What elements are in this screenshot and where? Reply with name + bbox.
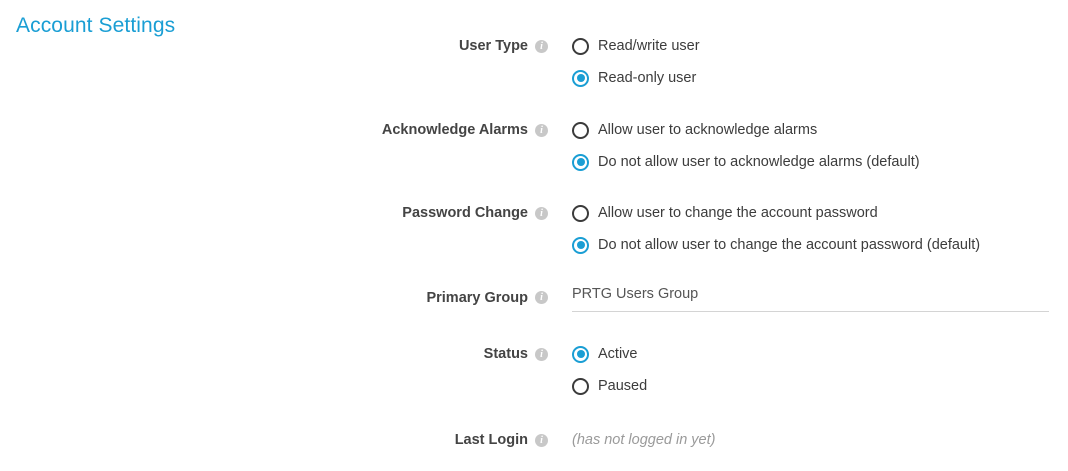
radio-option-allow-password-change[interactable] <box>572 197 1068 229</box>
radio-label: Read-only user <box>598 70 697 86</box>
radio-option-readwrite-user[interactable] <box>572 30 1068 62</box>
radio-option-deny-password-change[interactable] <box>572 229 1068 261</box>
field-row-primary-group <box>0 283 1068 312</box>
radio-option-status-active[interactable] <box>572 338 1068 370</box>
radio-label: Paused <box>598 378 648 394</box>
label-last-login <box>0 432 548 448</box>
primary-group-value: PRTG Users Group <box>572 283 1049 312</box>
info-icon[interactable]: i <box>535 124 548 137</box>
label-acknowledge-alarms-text: Acknowledge Alarms <box>381 122 528 138</box>
radio-option-allow-acknowledge[interactable] <box>572 114 1068 146</box>
label-acknowledge-alarms <box>0 114 548 138</box>
field-user-type <box>548 30 1068 94</box>
field-primary-group <box>548 283 1068 312</box>
label-user-type-text: User Type <box>458 38 528 54</box>
field-last-login <box>548 429 1068 451</box>
page-title: Account Settings <box>16 14 176 37</box>
radio-label: Allow user to acknowledge alarms <box>598 122 818 138</box>
radio-icon[interactable] <box>572 237 589 254</box>
field-row-status <box>0 338 1068 402</box>
radio-label: Do not allow user to acknowledge alarms (default) <box>598 154 920 170</box>
label-primary-group-text: Primary Group <box>426 289 528 306</box>
info-icon[interactable]: i <box>535 207 548 220</box>
label-password-change-text: Password Change <box>402 205 528 221</box>
info-icon[interactable]: i <box>535 40 548 53</box>
radio-icon[interactable] <box>572 70 589 87</box>
radio-icon[interactable] <box>572 122 589 139</box>
radio-option-deny-acknowledge[interactable] <box>572 146 1068 178</box>
last-login-value: (has not logged in yet) <box>572 432 716 448</box>
field-row-password-change <box>0 197 1068 261</box>
radio-icon[interactable] <box>572 205 589 222</box>
radio-label: Do not allow user to change the account password (default) <box>598 237 981 253</box>
radio-icon[interactable] <box>572 378 589 395</box>
label-last-login-text: Last Login <box>454 432 528 448</box>
label-primary-group <box>0 290 548 306</box>
field-acknowledge-alarms <box>548 114 1068 178</box>
label-status <box>0 338 548 362</box>
radio-icon[interactable] <box>572 346 589 363</box>
radio-icon[interactable] <box>572 154 589 171</box>
label-user-type <box>0 30 548 54</box>
radio-icon[interactable] <box>572 38 589 55</box>
radio-label: Allow user to change the account password <box>598 205 878 221</box>
label-status-text: Status <box>483 346 528 362</box>
radio-option-status-paused[interactable] <box>572 370 1068 402</box>
field-row-acknowledge-alarms <box>0 114 1068 178</box>
info-icon[interactable]: i <box>535 434 548 447</box>
info-icon[interactable]: i <box>535 348 548 361</box>
field-password-change <box>548 197 1068 261</box>
field-row-last-login <box>0 429 1068 451</box>
field-status <box>548 338 1068 402</box>
field-row-user-type <box>0 30 1068 94</box>
radio-label: Read/write user <box>598 38 700 54</box>
account-settings-form <box>0 26 1068 451</box>
radio-option-readonly-user[interactable] <box>572 62 1068 94</box>
info-icon[interactable]: i <box>535 291 548 304</box>
radio-label: Active <box>598 346 638 362</box>
label-password-change <box>0 197 548 221</box>
